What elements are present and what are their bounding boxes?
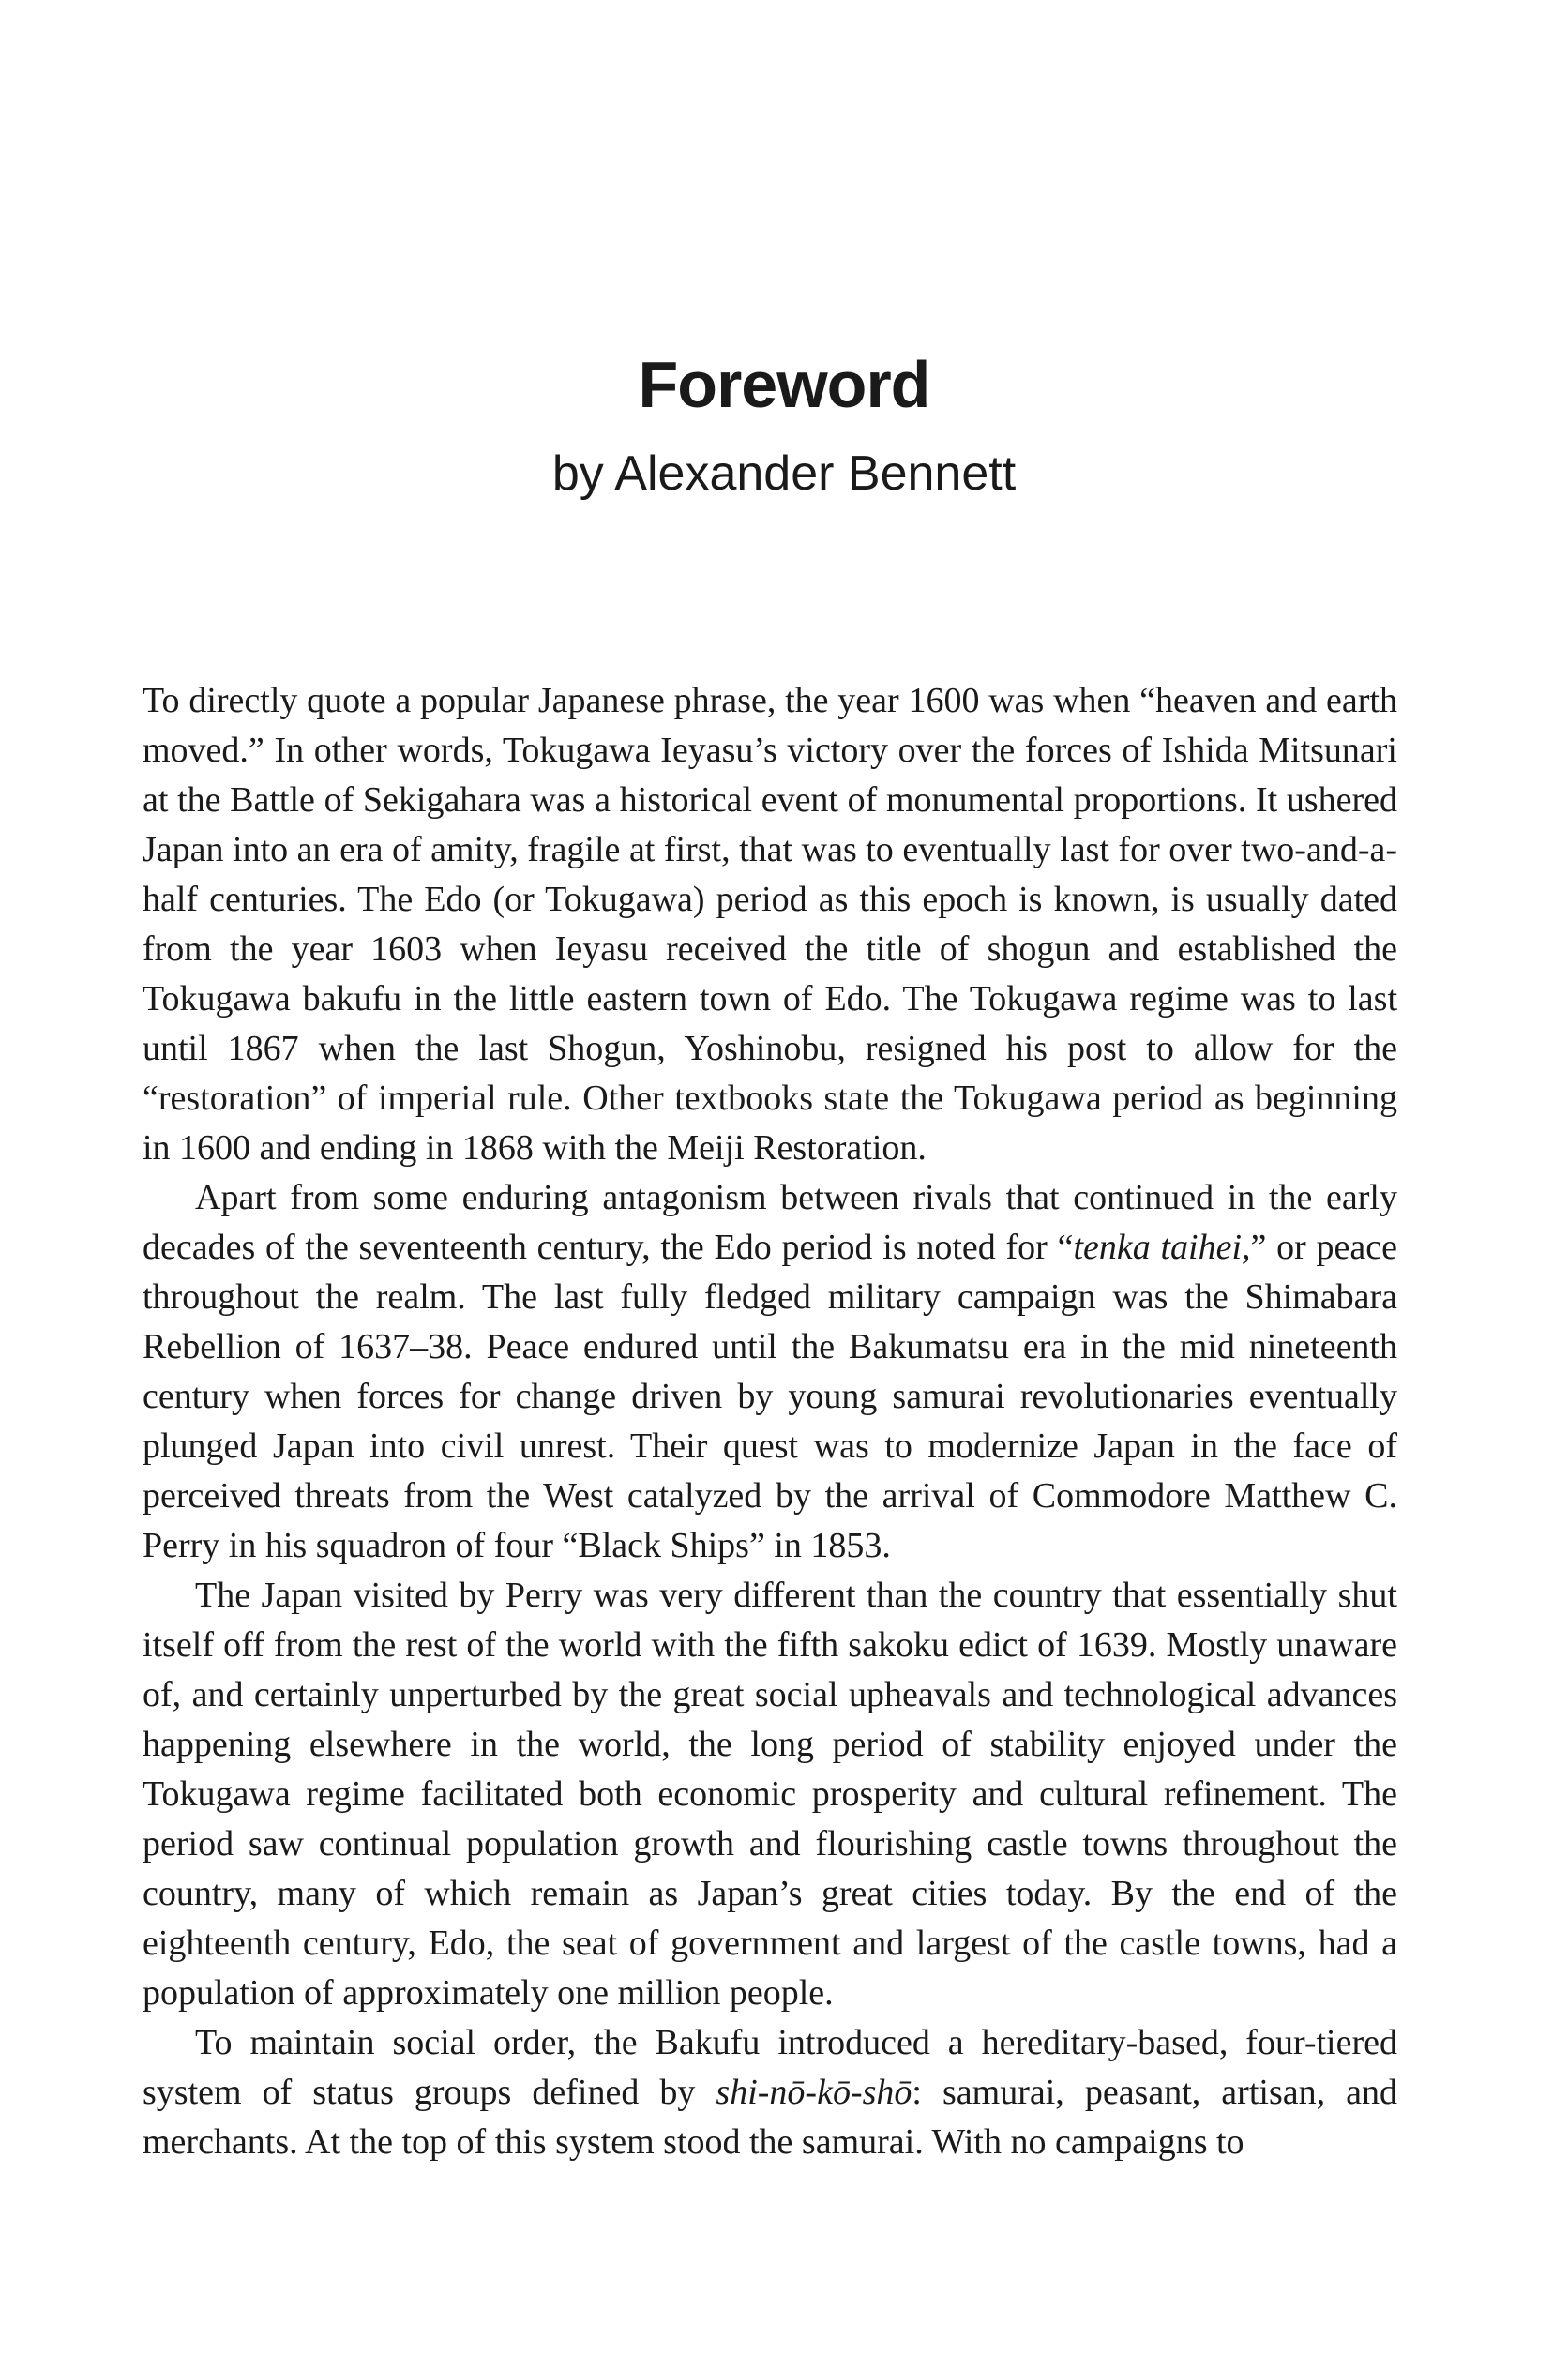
body-paragraph [143,1571,1397,2018]
body-paragraph [143,676,1397,1173]
chapter-title: Foreword [638,348,930,421]
text-run: ” or peace throughout the realm. The last fully fledged military campaign was the Shimabara Rebellion of 1637–38. Peace endured until the Bakumatsu era in the mid nineteenth century when forces for change driven by young samurai revolutionaries eventually plunged Japan into civil unrest. Their quest was to modernize Japan in the face of perceived threats from the West catalyzed by the arrival of Commodore Matthew C. Perry in his squadron of four “Black Ships” in 1853. [143,1228,1397,1565]
body-paragraph [143,1173,1397,1571]
text-run: To directly quote a popular Japanese phrase, the year 1600 was when “heaven and earth moved.” In other words, Tokugawa Ieyasu’s victory over the forces of Ishida Mitsunari at the Battle of Sekigahara was a historical event of monumental proportions. It ushered Japan into an era of amity, fragile at first, that was to eventually last for over two-and-a-half centuries. The Edo (or Tokugawa) period as this epoch is known, is usually dated from the year 1603 when Ieyasu received the title of shogun and established the Tokugawa bakufu in the little eastern town of Edo. The Tokugawa regime was to last until 1867 when the last Shogun, Yoshinobu, resigned his post to allow for the “restoration” of imperial rule. Other textbooks state the Tokugawa period as beginning in 1600 and ending in 1868 with the Meiji Restoration. [143,681,1397,1168]
body-paragraph [143,2018,1397,2167]
chapter-author-byline: by Alexander Bennett [551,446,1017,501]
text-run: To maintain social order, the Bakufu introduced a hereditary-based, four-tiered system of status groups defined by [143,2023,1397,2112]
text-run: Apart from some enduring antagonism between rivals that continued in the early decades of the seventeenth century, the Edo period is noted for “ [143,1178,1397,1267]
text-run: The Japan visited by Perry was very different than the country that essentially shut itself off from the rest of the world with the fifth sakoku edict of 1639. Mostly unaware of, and certainly unperturbed by the great social upheavals and technological advances happening elsewhere in the world, the long period of stability enjoyed under the Tokugawa regime facilitated both economic prosperity and cultural refinement. The period saw continual population growth and flourishing castle towns throughout the country, many of which remain as Japan’s great cities today. By the end of the eighteenth century, Edo, the seat of government and largest of the castle towns, had a population of approximately one million people. [143,1576,1397,2013]
italic-term: tenka taihei, [1073,1228,1251,1267]
italic-term: shi-nō-kō-shō [716,2073,912,2112]
body-text [143,676,1397,2167]
text-run: : samurai, peasant, artisan, and merchants. At the top of this system stood the samurai. With no campaigns to [143,2073,1398,2162]
